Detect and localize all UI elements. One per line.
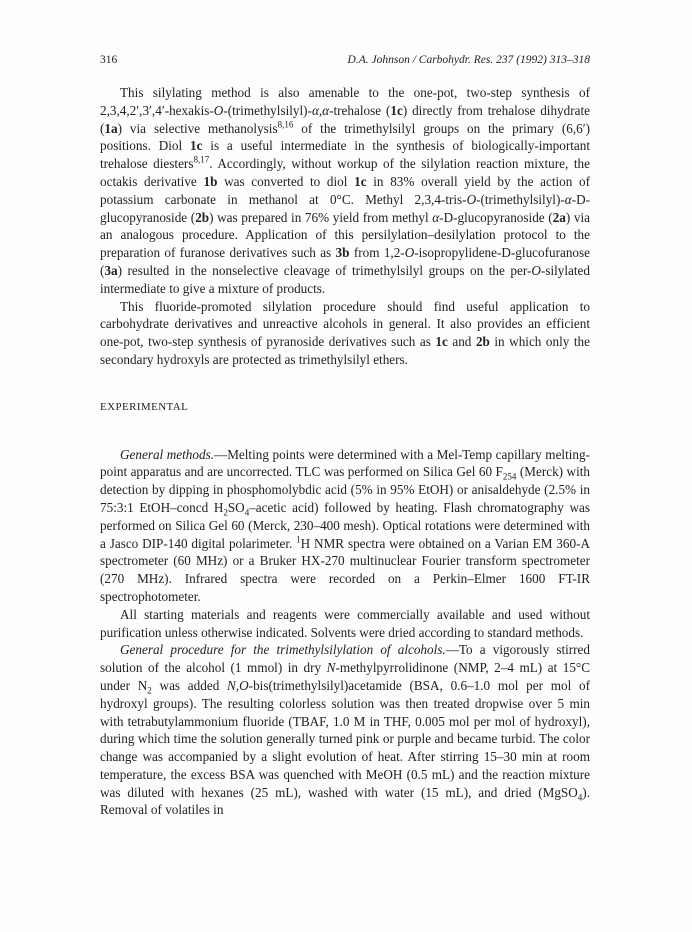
paragraph-starting-materials: All starting materials and reagents were commercially available and used without purification unless otherwise indicated. Solvents were dried according to standard methods. [100,606,590,640]
paragraph-silylating-method: This silylating method is also amenable to the one-pot, two-step synthesis of 2,3,4,2′,3′,4′-hexakis-O-(trimethylsilyl)-α,α-trehalose (1c) directly from trehalose dihydrate (1a) via selective methanolysis$^{8,16}$ of the trimethylsilyl groups on the primary (6,6′) positions. Diol 1c is a useful intermediate in the synthesis of biologically-important trehalose diesters$^{8,17}$. Accordingly, without workup of the silylation reaction mixture, the octakis derivative 1b was converted to diol 1c in 83% overall yield by the action of potassium carbonate in methanol at 0°C. Methyl 2,3,4-tris-O-(trimethylsilyl)-α-D-glucopyranoside (2b) was prepared in 76% yield from methyl α-D-glucopyranoside (2a) via an analogous procedure. Application of this persilylation–desilylation protocol to the preparation of furanose derivatives such as 3b from 1,2-O-isopropylidene-D-glucofuranose (3a) resulted in the nonselective cleavage of trimethylsilyl groups on the per-O-silylated intermediate to give a mixture of products. [100,85,591,296]
running-title: D.A. Johnson / Carbohydr. Res. 237 (1992) 313–318 [347,54,590,66]
page-number: 316 [100,54,118,66]
section-heading: EXPERIMENTAL [100,400,189,413]
paragraph-general-methods: General methods.—Melting points were determined with a Mel-Temp capillary melting-point apparatus and are uncorrected. TLC was performed on Silica Gel 60 $F_{254}$ (Merck) with detection by dipping in phosphomolybdic acid (5% in 95% EtOH) or anisaldehyde (2.5% in 75:3:1 EtOH–concd $H_2SO_4$–acetic acid) followed by heating. Flash chromatography was performed on Silica Gel 60 (Merck, 230–400 mesh). Optical rotations were determined with a Jasco DIP-140 digital polarimeter. $^1$H NMR spectra were obtained on a Varian EM 360-A spectrometer (60 MHz) or a Bruker HX-270 multinuclear Fourier transform spectrometer (270 MHz). Infrared spectra were recorded on a Perkin–Elmer 1600 FT-IR spectrophotometer. [100,446,591,604]
page-header [100,54,590,70]
paragraph-general-procedure: General procedure for the trimethylsilylation of alcohols.—To a vigorously stirred solution of the alcohol (1 mmol) in dry N-methylpyrrolidinone (NMP, 2–4 mL) at 15°C under $N_2$ was added N,O-bis(trimethylsilyl)acetamide (BSA, 0.6–1.0 mol per mol of hydroxyl groups). The resulting colorless solution was then treated dropwise over 5 min with tetrabutylammonium fluoride (TBAF, 1.0 M in THF, 0.005 mol per mol of hydroxyl), during which time the solution generally turned pink or purple and became turbid. The color change was accompanied by a slight evolution of heat. After stirring 15–30 min at room temperature, the excess BSA was quenched with MeOH (0.5 mL) and the reaction mixture was diluted with hexanes (25 mL), washed with water (15 mL), and dried (MgSO$_4$). Removal of volatiles in [100,642,591,818]
paragraph-fluoride-promoted: This fluoride-promoted silylation procedure should find useful application to carbohydrate derivatives and unreactive alcohols in general. It also provides an efficient one-pot, two-step synthesis of pyranoside derivatives such as 1c and 2b in which only the secondary hydroxyls are protected as trimethylsilyl ethers. [100,298,591,367]
article-body [100,84,590,819]
